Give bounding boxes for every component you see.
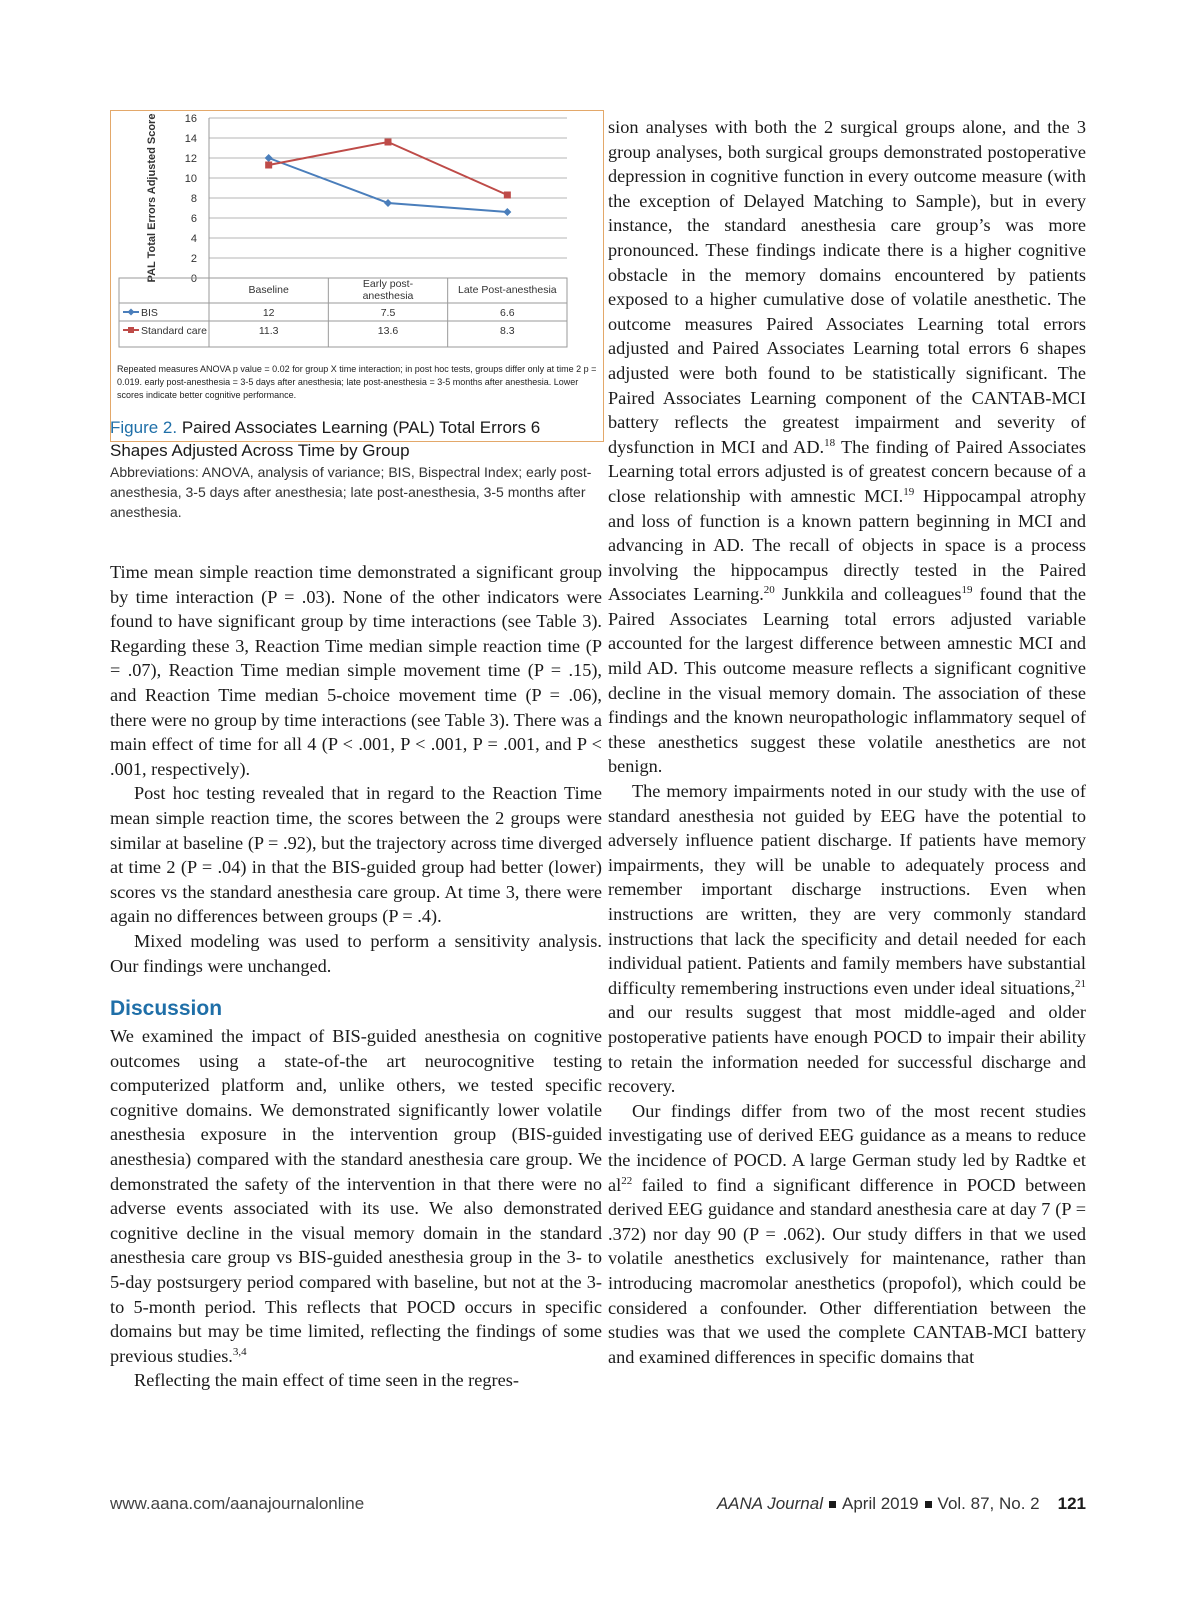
y-tick-label: 6	[190, 213, 197, 225]
data-point-marker	[265, 162, 272, 169]
footer-journal-info	[717, 1494, 1086, 1514]
citation: 19	[903, 485, 915, 498]
y-tick-label: 8	[190, 193, 197, 205]
figure-abbreviations: Abbreviations: ANOVA, analysis of variance; BIS, Bispectral Index; early post-anesthesia, 3-5 days after anesthesia; late post-anesthesia, 3-5 months after anesthesia.	[110, 464, 592, 520]
data-point-marker	[503, 208, 511, 216]
y-tick-label: 14	[184, 133, 197, 145]
x-category-label: Early post-	[362, 278, 414, 290]
paragraph: Mixed modeling was used to perform a sensitivity analysis. Our findings were unchanged.	[110, 930, 602, 976]
data-table-value: 11.3	[258, 325, 279, 337]
legend-label: Standard care	[141, 325, 207, 337]
figure-caption	[110, 416, 602, 522]
section-heading: Discussion	[110, 997, 223, 1021]
y-tick-label: 16	[184, 113, 197, 125]
figure-title: Paired Associates Learning (PAL) Total Errors 6 Shapes Adjusted Across Time by Group	[110, 418, 541, 460]
y-axis-label: PAL Total Errors Adjusted Score	[146, 113, 158, 283]
legend-marker	[128, 309, 135, 316]
citation: 3,4	[232, 1345, 247, 1358]
volume: Vol. 87, No. 2	[937, 1494, 1040, 1513]
y-tick-label: 4	[190, 233, 197, 245]
legend-label: BIS	[141, 307, 158, 319]
citation: 21	[1075, 977, 1086, 990]
paragraph: sion analyses with both the 2 surgical groups alone, and the 3 group analyses, both surgical groups demonstrated postoperative depression in cognitive function in every outcome measure (with the exception of Delayed Matching to Sample), but in every instance, the standard anesthesia care group’s was more pronounced. These findings indicate there is a higher cognitive obstacle in the memory domains encountered by patients exposed to a higher cumulative dose of volatile anesthetic. The outcome measures Paired Associates Learning total errors adjusted and Paired Associates Learning total errors 6 shapes adjusted were both found to be statistically significant. The Paired Associates Learning component of the CANTAB-MCI battery reflects the greatest impairment and severity of dysfunction in MCI and AD.$^{18}$ The finding of Paired Associates Learning total errors adjusted is of greatest concern because of a close relationship with amnestic MCI.$^{19}$ Hippocampal atrophy and loss of function is a known pattern beginning in MCI and advancing in AD. The recall of objects in space is a process involving the hippocampus directly tested in the Paired Associates Learning.$^{20}$ Junkkila and colleagues$^{19}$ found that the Paired Associates Learning total errors adjusted variable accounted for the largest difference between amnestic MCI and mild AD. This outcome measure reflects a significant cognitive decline in the visual memory domain. The association of these findings and the known neuropathologic inflammatory sequel of these anesthetics suggest these volatile anesthetics are not benign.	[608, 117, 1087, 777]
citation: 22	[621, 1174, 633, 1187]
data-table-value: 7.5	[380, 307, 396, 319]
x-category-label: Baseline	[248, 284, 289, 296]
paragraph: Reflecting the main effect of time seen in the regres-	[134, 1370, 519, 1391]
y-tick-label: 2	[190, 253, 197, 265]
citation: 18	[824, 436, 836, 449]
x-category-label: anesthesia	[362, 290, 414, 302]
y-tick-label: 10	[184, 173, 197, 185]
figure-number: Figure 2.	[110, 418, 178, 437]
series-line-standard-care	[269, 142, 508, 195]
y-tick-label: 12	[184, 153, 197, 165]
paragraph: The memory impairments noted in our study with the use of standard anesthesia not guided by EEG have the potential to adversely influence patient discharge. If patients have memory impairments, they will be unable to adequately process and remember important discharge instructions. Even when instructions are written, they are very commonly standard instructions that lack the specificity and detail needed for each individual patient. Patients and family members have substantial difficulty remembering instructions even under ideal situations,$^{21}$ and our results suggest that most middle-aged and older postoperative patients have enough POCD to impair their ability to retain the information needed for successful discharge and recovery.	[608, 781, 1086, 1097]
paragraph: Post hoc testing revealed that in regard to the Reaction Time mean simple reaction time, the scores between the 2 groups were similar at baseline (P = .92), but the trajectory across time diverged at time 2 (P = .04) in that the BIS-guided group had better (lower) scores vs the standard anesthesia care group. At time 3, there were again no differences between groups (P = .4).	[110, 783, 602, 927]
x-category-label: Late Post-anesthesia	[458, 284, 557, 296]
data-table-value: 8.3	[500, 325, 515, 337]
footer-url[interactable]: www.aana.com/aanajournalonline	[110, 1494, 365, 1513]
data-table-value: 12	[262, 307, 275, 319]
data-point-marker	[384, 199, 392, 207]
journal-name: AANA Journal	[716, 1494, 823, 1513]
left-column	[110, 560, 602, 1393]
paragraph: We examined the impact of BIS-guided anesthesia on cognitive outcomes using a state-of-the art neurocognitive testing computerized platform and, unlike others, we tested specific cognitive domains. We demonstrated significantly lower volatile anesthesia exposure in the intervention group (BIS-guided anesthesia) compared with the standard anesthesia care group. We demonstrated the safety of the intervention in that there were no adverse events associated with its use. We also demonstrated cognitive decline in the visual memory domain in the standard anesthesia care group vs BIS-guided anesthesia group in the 3- to 5-day postsurgery period compared with baseline, but not at the 3- to 5-month period. This reflects that POCD occurs in specific domains but may be time limited, reflecting the findings of some previous studies.$^{3,4}$	[110, 1026, 602, 1366]
figure-2-chart	[110, 110, 604, 442]
separator-square-icon	[829, 1501, 836, 1508]
data-table-value: 13.6	[377, 325, 399, 337]
legend-marker	[128, 327, 134, 333]
data-point-marker	[504, 192, 511, 199]
y-tick-label: 0	[190, 273, 197, 285]
right-column	[608, 115, 1086, 1369]
data-table-value: 6.6	[500, 307, 515, 319]
data-point-marker	[385, 139, 392, 146]
separator-square-icon	[925, 1501, 932, 1508]
citation: 20	[763, 584, 775, 597]
paragraph: Our findings differ from two of the most recent studies investigating use of derived EEG guidance as a means to reduce the incidence of POCD. A large German study led by Radtke et $al^{22}$ failed to find a significant difference in POCD between derived EEG guidance and standard anesthesia care at day 7 (P = .372) nor day 90 (P = .062). Our study differs in that we used volatile anesthetics exclusively for maintenance, rather than introducing macromolar anesthetics (propofol), which could be considered a confounder. Other differentiation between the studies was that we used the complete CANTAB-MCI battery and examined differences in specific domains that	[608, 1100, 1086, 1367]
page-number: 121	[1057, 1494, 1086, 1513]
data-point-marker	[265, 154, 273, 162]
citation: 19	[961, 584, 973, 597]
issue-date: April 2019	[841, 1494, 919, 1513]
paragraph: Time mean simple reaction time demonstrated a significant group by time interaction (P = .03). None of the other indicators were found to have significant group by time interactions (see Table 3). Regarding these 3, Reaction Time median simple reaction time (P = .07), Reaction Time median simple movement time (P = .15), and Reaction Time median 5-choice movement time (P = .06), there were no group by time interactions (see Table 3). There was a main effect of time for all 4 (P < .001, P < .001, P = .001, and P < .001, respectively).	[110, 562, 602, 779]
figure-note: Repeated measures ANOVA p value = 0.02 for group X time interaction; in post hoc tests, groups differ only at time 2 p = 0.019. early post-anesthesia = 3-5 days after anesthesia; late post-anesthesia = 3-5 months after anesthesia. Lower scores indicate better cognitive performance.	[117, 364, 597, 400]
